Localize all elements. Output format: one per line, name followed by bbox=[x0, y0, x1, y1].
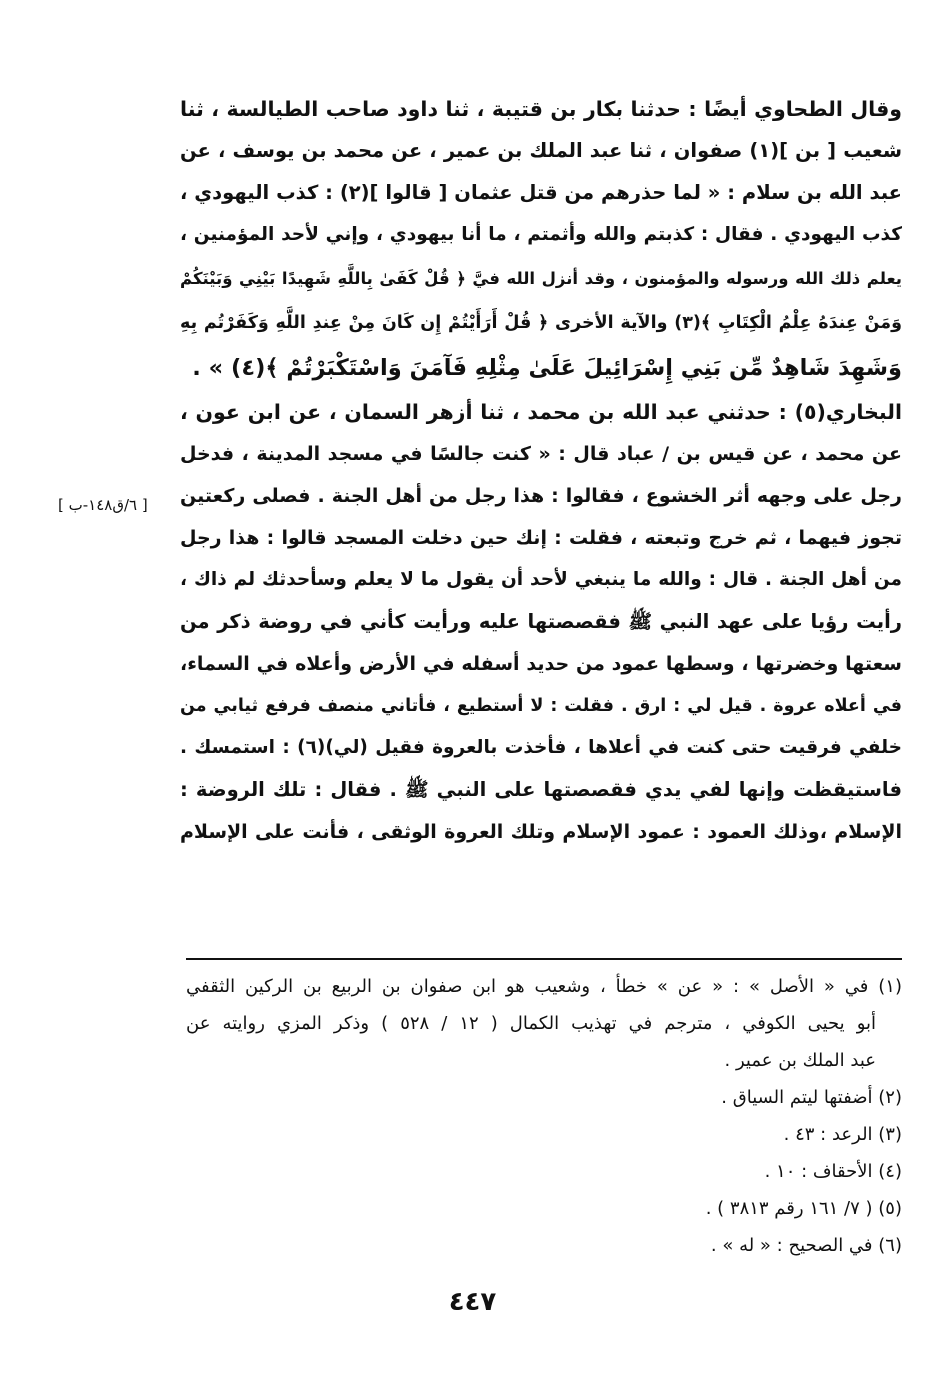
footnote-line: أبو يحيى الكوفي ، مترجم في تهذيب الكمال ( ١٢ / ٥٢٨ ) وذكر المزي روايته عن bbox=[186, 1013, 877, 1034]
text-line: في أعلاه عروة . قيل لي : ارق . فقلت : لا أستطيع ، فأتاني منصف فرفع ثيابي من bbox=[180, 696, 902, 716]
footnote-line: (٤) الأحقاف : ١٠ . bbox=[764, 1161, 902, 1182]
text-line: سعتها وخضرتها ، وسطها عمود من حديد أسفله في الأرض وأعلاه في السماء، bbox=[180, 653, 902, 675]
footnote-line: (٦) في الصحيح : « له » . bbox=[710, 1235, 902, 1256]
footnotes-block bbox=[186, 968, 902, 1264]
text-line: شعيب [ بن ](١) صفوان ، ثنا عبد الملك بن عمير ، عن محمد بن يوسف ، عن bbox=[180, 139, 903, 162]
main-text-block bbox=[180, 88, 902, 853]
footnote-line: (١) في « الأصل » : « عن » خطأ ، وشعيب هو ابن صفوان بن الربيع بن الركين الثقفي bbox=[186, 976, 902, 997]
text-line: وَمَنْ عِندَهُ عِلْمُ الْكِتَابِ ﴾(٣) والآية الأخرى ﴿ قُلْ أَرَأَيْتُمْ إِن كَانَ مِنْ عِندِ اللَّهِ وَكَفَرْتُم بِهِ bbox=[180, 313, 902, 333]
footnote-line: عبد الملك بن عمير . bbox=[724, 1050, 876, 1071]
text-line: يعلم ذلك الله ورسوله والمؤمنون ، وقد أنزل الله فيَّ ﴿ قُلْ كَفَىٰ بِاللَّهِ شَهِيدًا بَيْنِي وَبَيْنَكُمْ bbox=[180, 269, 902, 288]
manuscript-folio-marker: [ ٦/ق١٤٨-ب ] bbox=[58, 496, 148, 514]
text-line: عن محمد ، عن قيس بن / عباد قال : « كنت جالسًا في مسجد المدينة ، فدخل bbox=[180, 443, 902, 465]
text-line: كذب اليهودي . فقال : كذبتم والله وأثمتم ، ما أنا بيهودي ، وإني لأحد المؤمنين ، bbox=[180, 224, 902, 245]
footnote-line: (٣) الرعد : ٤٣ . bbox=[783, 1124, 902, 1145]
text-line: تجوز فيهما ، ثم خرج وتبعته ، فقلت : إنك حين دخلت المسجد قالوا : هذا رجل bbox=[180, 527, 902, 549]
text-line: رأيت رؤيا على عهد النبي ﷺ فقصصتها عليه ورأيت كأني في روضة ذكر من bbox=[180, 610, 902, 633]
footnote-divider bbox=[186, 958, 902, 960]
text-line: خلفي فرقيت حتى كنت في أعلاها ، فأخذت بالعروة فقيل (لي)(٦) : استمسك . bbox=[180, 737, 902, 758]
text-line: وَشَهِدَ شَاهِدٌ مِّن بَنِي إِسْرَائِيلَ عَلَىٰ مِثْلِهِ فَآمَنَ وَاسْتَكْبَرْتُمْ ﴾(٤) » . bbox=[192, 355, 902, 381]
footnote-line: (٥) ( ٧/ ١٦١ رقم ٣٨١٣ ) . bbox=[705, 1198, 902, 1219]
text-line: البخاري(٥) : حدثني عبد الله بن محمد ، ثنا أزهر السمان ، عن ابن عون ، bbox=[180, 400, 902, 424]
page-number: ٤٤٧ bbox=[448, 1287, 497, 1317]
text-line: رجل على وجهه أثر الخشوع ، فقالوا : هذا رجل من أهل الجنة . فصلى ركعتين bbox=[180, 485, 902, 507]
text-line: وقال الطحاوي أيضًا : حدثنا بكار بن قتيبة ، ثنا داود صاحب الطيالسة ، ثنا bbox=[180, 97, 902, 121]
text-line: عبد الله بن سلام : « لما حذرهم من قتل عثمان [ قالوا ](٢) : كذب اليهودي ، bbox=[180, 181, 902, 204]
text-line: فاستيقظت وإنها لفي يدي فقصصتها على النبي ﷺ . فقال : تلك الروضة : bbox=[180, 778, 902, 801]
text-line: من أهل الجنة . قال : والله ما ينبغي لأحد أن يقول ما لا يعلم وسأحدثك لم ذاك ، bbox=[180, 569, 902, 590]
text-line: الإسلام ،وذلك العمود : عمود الإسلام وتلك العروة الوثقى ، فأنت على الإسلام bbox=[180, 821, 902, 843]
footnote-line: (٢) أضفتها ليتم السياق . bbox=[721, 1087, 902, 1108]
